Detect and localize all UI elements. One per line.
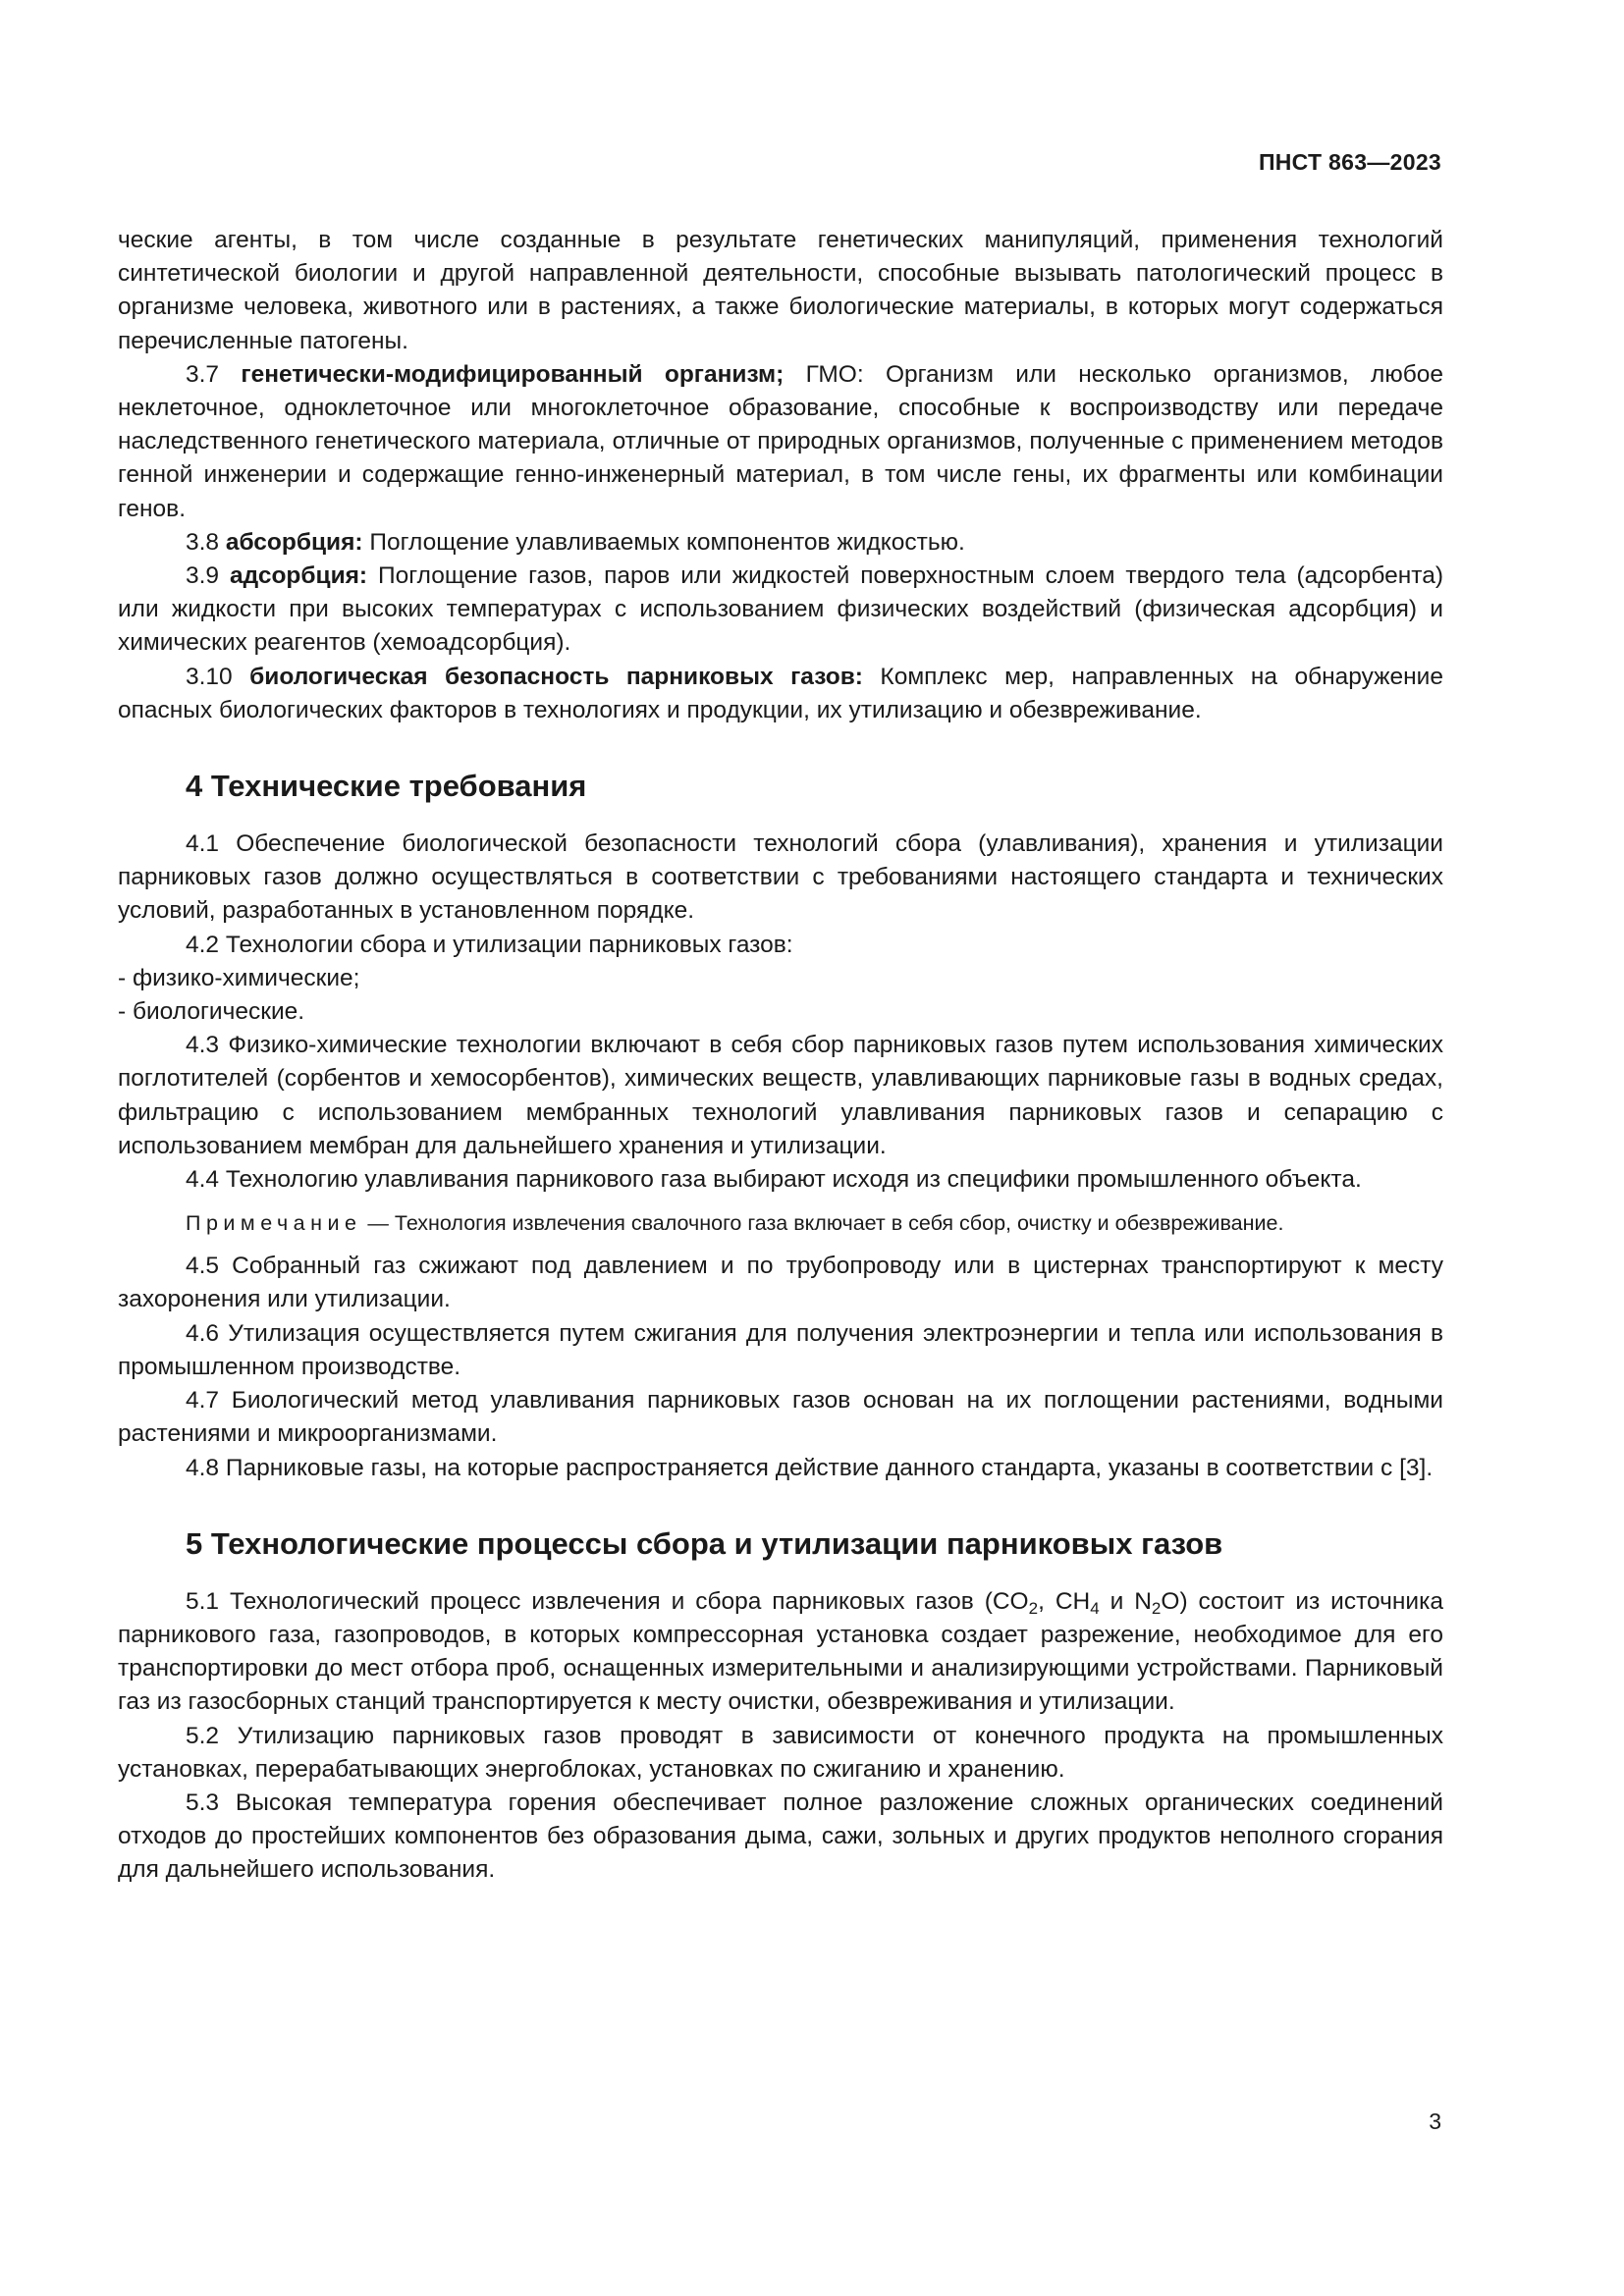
- subscript: 2: [1151, 1598, 1162, 1618]
- clause-4-4: 4.4 Технологию улавливания парникового газа выбирают исходя из специфики промышленного объекта.: [186, 1166, 1362, 1194]
- clause-5-2: 5.2 Утилизацию парниковых газов проводят в зависимости от конечного продукта на промышленных установках, перерабатывающих энергоблоках, установках по сжиганию и хранению.: [118, 1722, 1443, 1783]
- clause-4-5: 4.5 Собранный газ сжижают под давлением и по трубопроводу или в цистернах транспортируют к месту захоронения или утилизации.: [118, 1253, 1443, 1313]
- term: биологическая безопасность парниковых газов:: [249, 663, 863, 690]
- list-item: - биологические.: [118, 998, 305, 1026]
- definition-text: Комплекс мер, направленных на обнаружение опасных биологических факторов в технологиях и продукции, их утилизацию и обезвреживание.: [118, 663, 1443, 723]
- note-label: Примечание: [186, 1211, 362, 1236]
- definition-text: ГМО: Организм или несколько организмов, любое неклеточное, одноклеточное или многоклеточное образование, способные к воспроизводству или передаче наследственного генетического материала, отличные от природных организмов, полученные с применением методов генной инженерии и содержащие генно-инженерный материал, в том числе гены, их фрагменты или комбинации генов.: [118, 360, 1443, 522]
- note-text: — Технология извлечения свалочного газа включает в себя сбор, очистку и обезвреживание.: [361, 1211, 1284, 1236]
- term: адсорбция:: [229, 562, 368, 590]
- clause-4-2: 4.2 Технологии сбора и утилизации парниковых газов:: [186, 931, 793, 958]
- definition-3-10: [118, 661, 1443, 727]
- clause-number: 3.8: [186, 528, 226, 556]
- term: абсорбция:: [225, 528, 363, 556]
- list-item: - физико-химические;: [118, 964, 360, 991]
- document-body: [118, 224, 1443, 1888]
- subscript: 4: [1090, 1598, 1100, 1618]
- document-code: ПНСТ 863—2023: [1258, 149, 1441, 175]
- clause-4-6: 4.6 Утилизация осуществляется путем сжигания для получения электроэнергии и тепла или использования в промышленном производстве.: [118, 1319, 1443, 1380]
- definition-text: Поглощение улавливаемых компонентов жидкостью.: [362, 528, 965, 556]
- term: генетически-модифицированный организм;: [241, 360, 785, 388]
- clause-5-1: [118, 1585, 1443, 1720]
- page-number: 3: [1429, 2109, 1441, 2134]
- clause-5-3: 5.3 Высокая температура горения обеспечивает полное разложение сложных органических соединений отходов до простейших компонентов без образования дыма, сажи, зольных и других продуктов неполного сгорания для дальнейшего использования.: [118, 1789, 1443, 1884]
- clause-4-8: 4.8 Парниковые газы, на которые распространяется действие данного стандарта, указаны в соответствии с [3].: [186, 1454, 1434, 1481]
- definition-3-8: [118, 526, 1443, 560]
- clause-text: и N: [1099, 1587, 1152, 1615]
- definition-3-9: [118, 560, 1443, 661]
- section-5-heading: 5 Технологические процессы сбора и утилизации парниковых газов: [186, 1525, 1223, 1561]
- clause-text: O) состоит из источника парникового газа, газопроводов, в которых компрессорная установка создает разрежение, необходимое для его транспортировки до мест отбора проб, оснащенных измерительными и анализирующими устройствами. Парниковый газ из газосборных станций транспортируется к месту очистки, обезвреживания и утилизации.: [118, 1587, 1444, 1716]
- clause-4-1: 4.1 Обеспечение биологической безопасности технологий сбора (улавливания), хранения и утилизации парниковых газов должно осуществляться в соответствии с требованиями настоящего стандарта и технических условий, разработанных в установленном порядке.: [118, 830, 1443, 925]
- definition-3-7: [118, 358, 1443, 526]
- paragraph-continuation: ческие агенты, в том числе созданные в результате генетических манипуляций, применения технологий синтетической биологии и другой направленной деятельности, способные вызывать патологический процесс в организме человека, животного или в растениях, а также биологические материалы, в которых могут содержаться перечисленные патогены.: [118, 227, 1443, 354]
- clause-number: 3.9: [186, 562, 230, 590]
- note: [118, 1208, 1443, 1238]
- subscript: 2: [1028, 1598, 1039, 1618]
- clause-number: 3.10: [186, 663, 250, 690]
- clause-text: , CH: [1038, 1587, 1091, 1615]
- clause-4-3: 4.3 Физико-химические технологии включают в себя сбор парниковых газов путем использования химических поглотителей (сорбентов и хемосорбентов), химических веществ, улавливающих парниковые газы в водных средах, фильтрацию с использованием мембранных технологий улавливания парниковых газов и сепарацию с использованием мембран для дальнейшего хранения и утилизации.: [118, 1032, 1443, 1159]
- definition-text: Поглощение газов, паров или жидкостей поверхностным слоем твердого тела (адсорбента) или жидкости при высоких температурах с использованием физических воздействий (физическая адсорбция) и химических реагентов (хемоадсорбция).: [118, 562, 1443, 657]
- clause-4-7: 4.7 Биологический метод улавливания парниковых газов основан на их поглощении растениями, водными растениями и микроорганизмами.: [118, 1387, 1443, 1448]
- section-4-heading: 4 Технические требования: [186, 769, 587, 804]
- clause-text: 5.1 Технологический процесс извлечения и сбора парниковых газов (CO: [186, 1587, 1029, 1615]
- clause-number: 3.7: [186, 360, 242, 388]
